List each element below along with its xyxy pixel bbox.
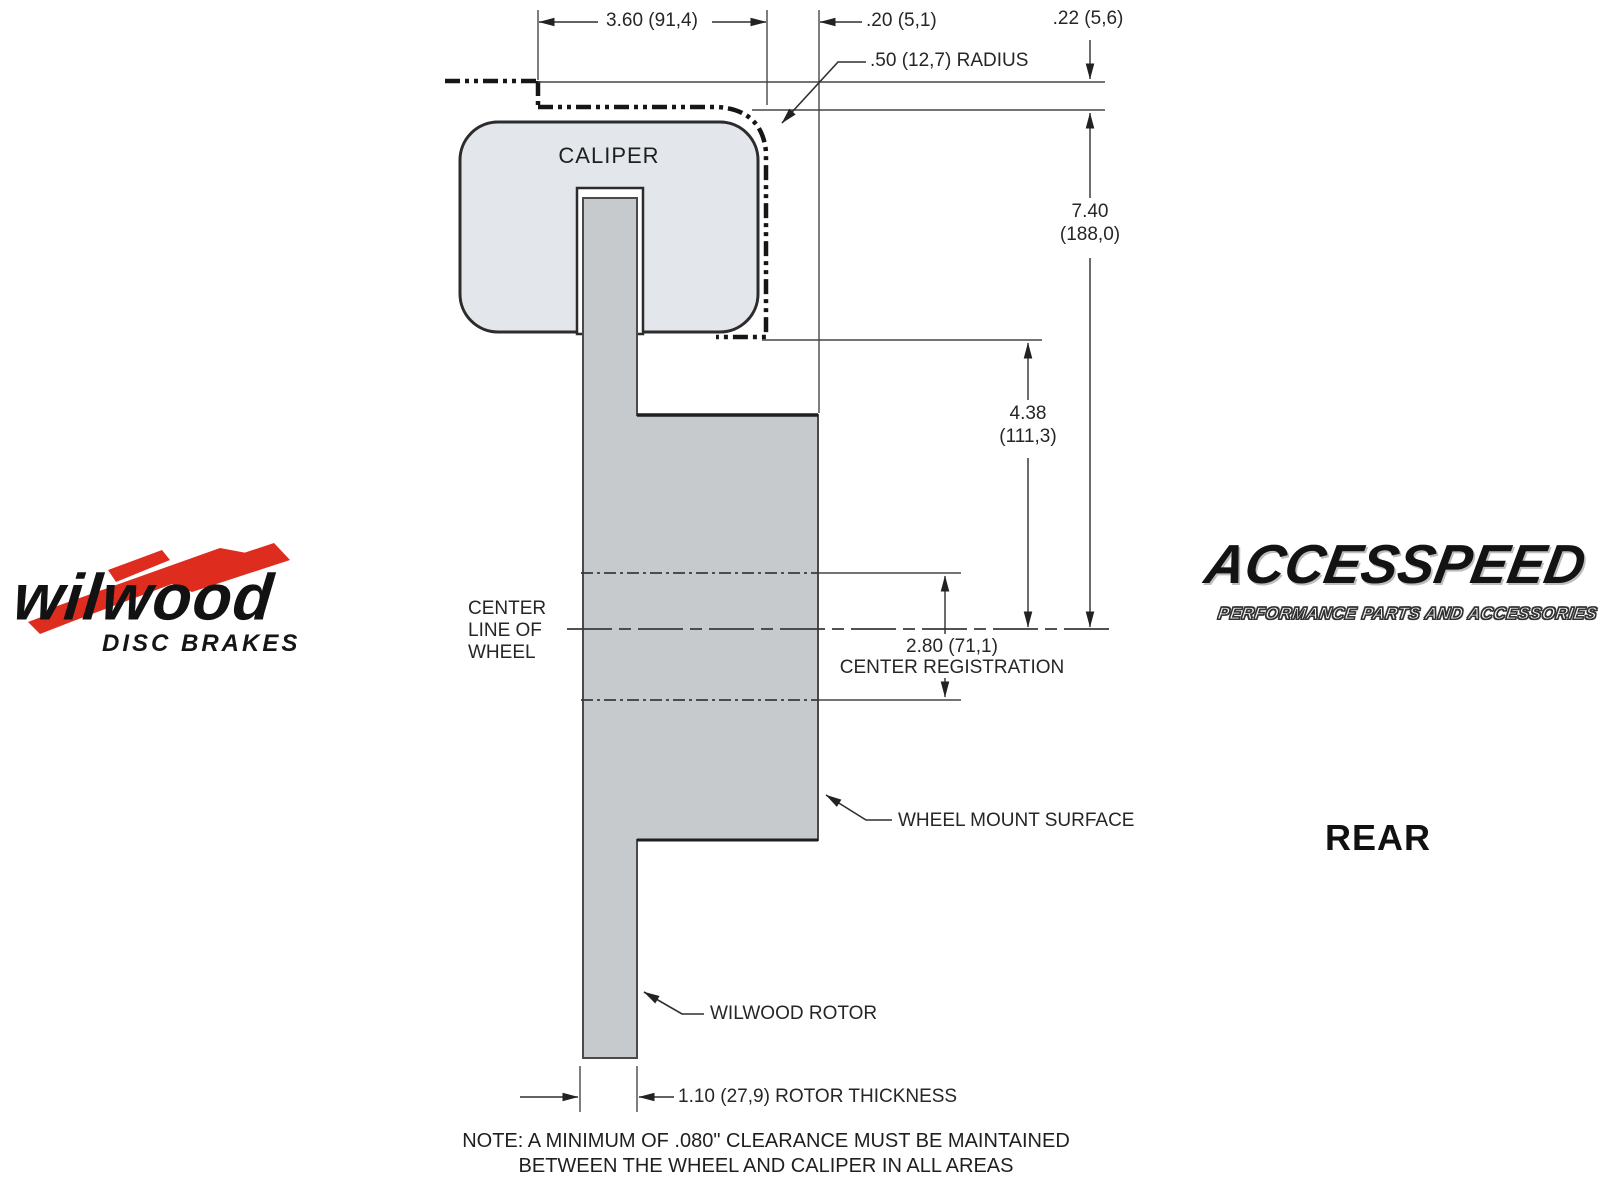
accesspeed-tagline: PERFORMANCE PARTS AND ACCESSORIES bbox=[1216, 604, 1599, 623]
dim-mount-height-mm: (111,3) bbox=[999, 426, 1057, 447]
callout-wilwood-rotor: WILWOOD ROTOR bbox=[710, 1003, 878, 1024]
view-label-rear: REAR bbox=[1324, 817, 1431, 858]
centerline-label-2: LINE OF bbox=[468, 620, 542, 641]
accesspeed-logo bbox=[1200, 532, 1600, 642]
dim-center-registration-label: CENTER REGISTRATION bbox=[839, 657, 1065, 678]
dim-side-clearance: .20 (5,1) bbox=[866, 10, 937, 31]
centerline-label-1: CENTER bbox=[468, 598, 547, 619]
wilwood-wordmark: wilwood bbox=[10, 560, 278, 634]
accesspeed-wordmark: ACCESSPEED bbox=[1200, 533, 1591, 595]
dim-rotor-thickness: 1.10 (27,9) ROTOR THICKNESS bbox=[678, 1086, 958, 1107]
dim-overall-height-mm: (188,0) bbox=[1059, 224, 1121, 245]
dim-corner-radius: .50 (12,7) RADIUS bbox=[870, 50, 1029, 71]
dim-mount-height-in: 4.38 bbox=[1009, 403, 1047, 424]
centerline-label-3: WHEEL bbox=[468, 642, 536, 663]
callout-wheel-mount-surface: WHEEL MOUNT SURFACE bbox=[898, 810, 1135, 831]
dim-top-clearance: .22 (5,6) bbox=[1052, 8, 1124, 29]
dim-caliper-width: 3.60 (91,4) bbox=[606, 10, 698, 31]
dim-center-registration-value: 2.80 (71,1) bbox=[906, 636, 998, 657]
caliper-label: CALIPER bbox=[558, 143, 660, 168]
wilwood-logo bbox=[12, 530, 327, 660]
dim-overall-height-in: 7.40 bbox=[1071, 201, 1109, 222]
note-line-2: BETWEEN THE WHEEL AND CALIPER IN ALL AREAS bbox=[518, 1155, 1014, 1177]
wilwood-tagline: DISC BRAKES bbox=[102, 630, 301, 657]
note-line-1: NOTE: A MINIMUM OF .080" CLEARANCE MUST BE MAINTAINED bbox=[462, 1130, 1070, 1152]
